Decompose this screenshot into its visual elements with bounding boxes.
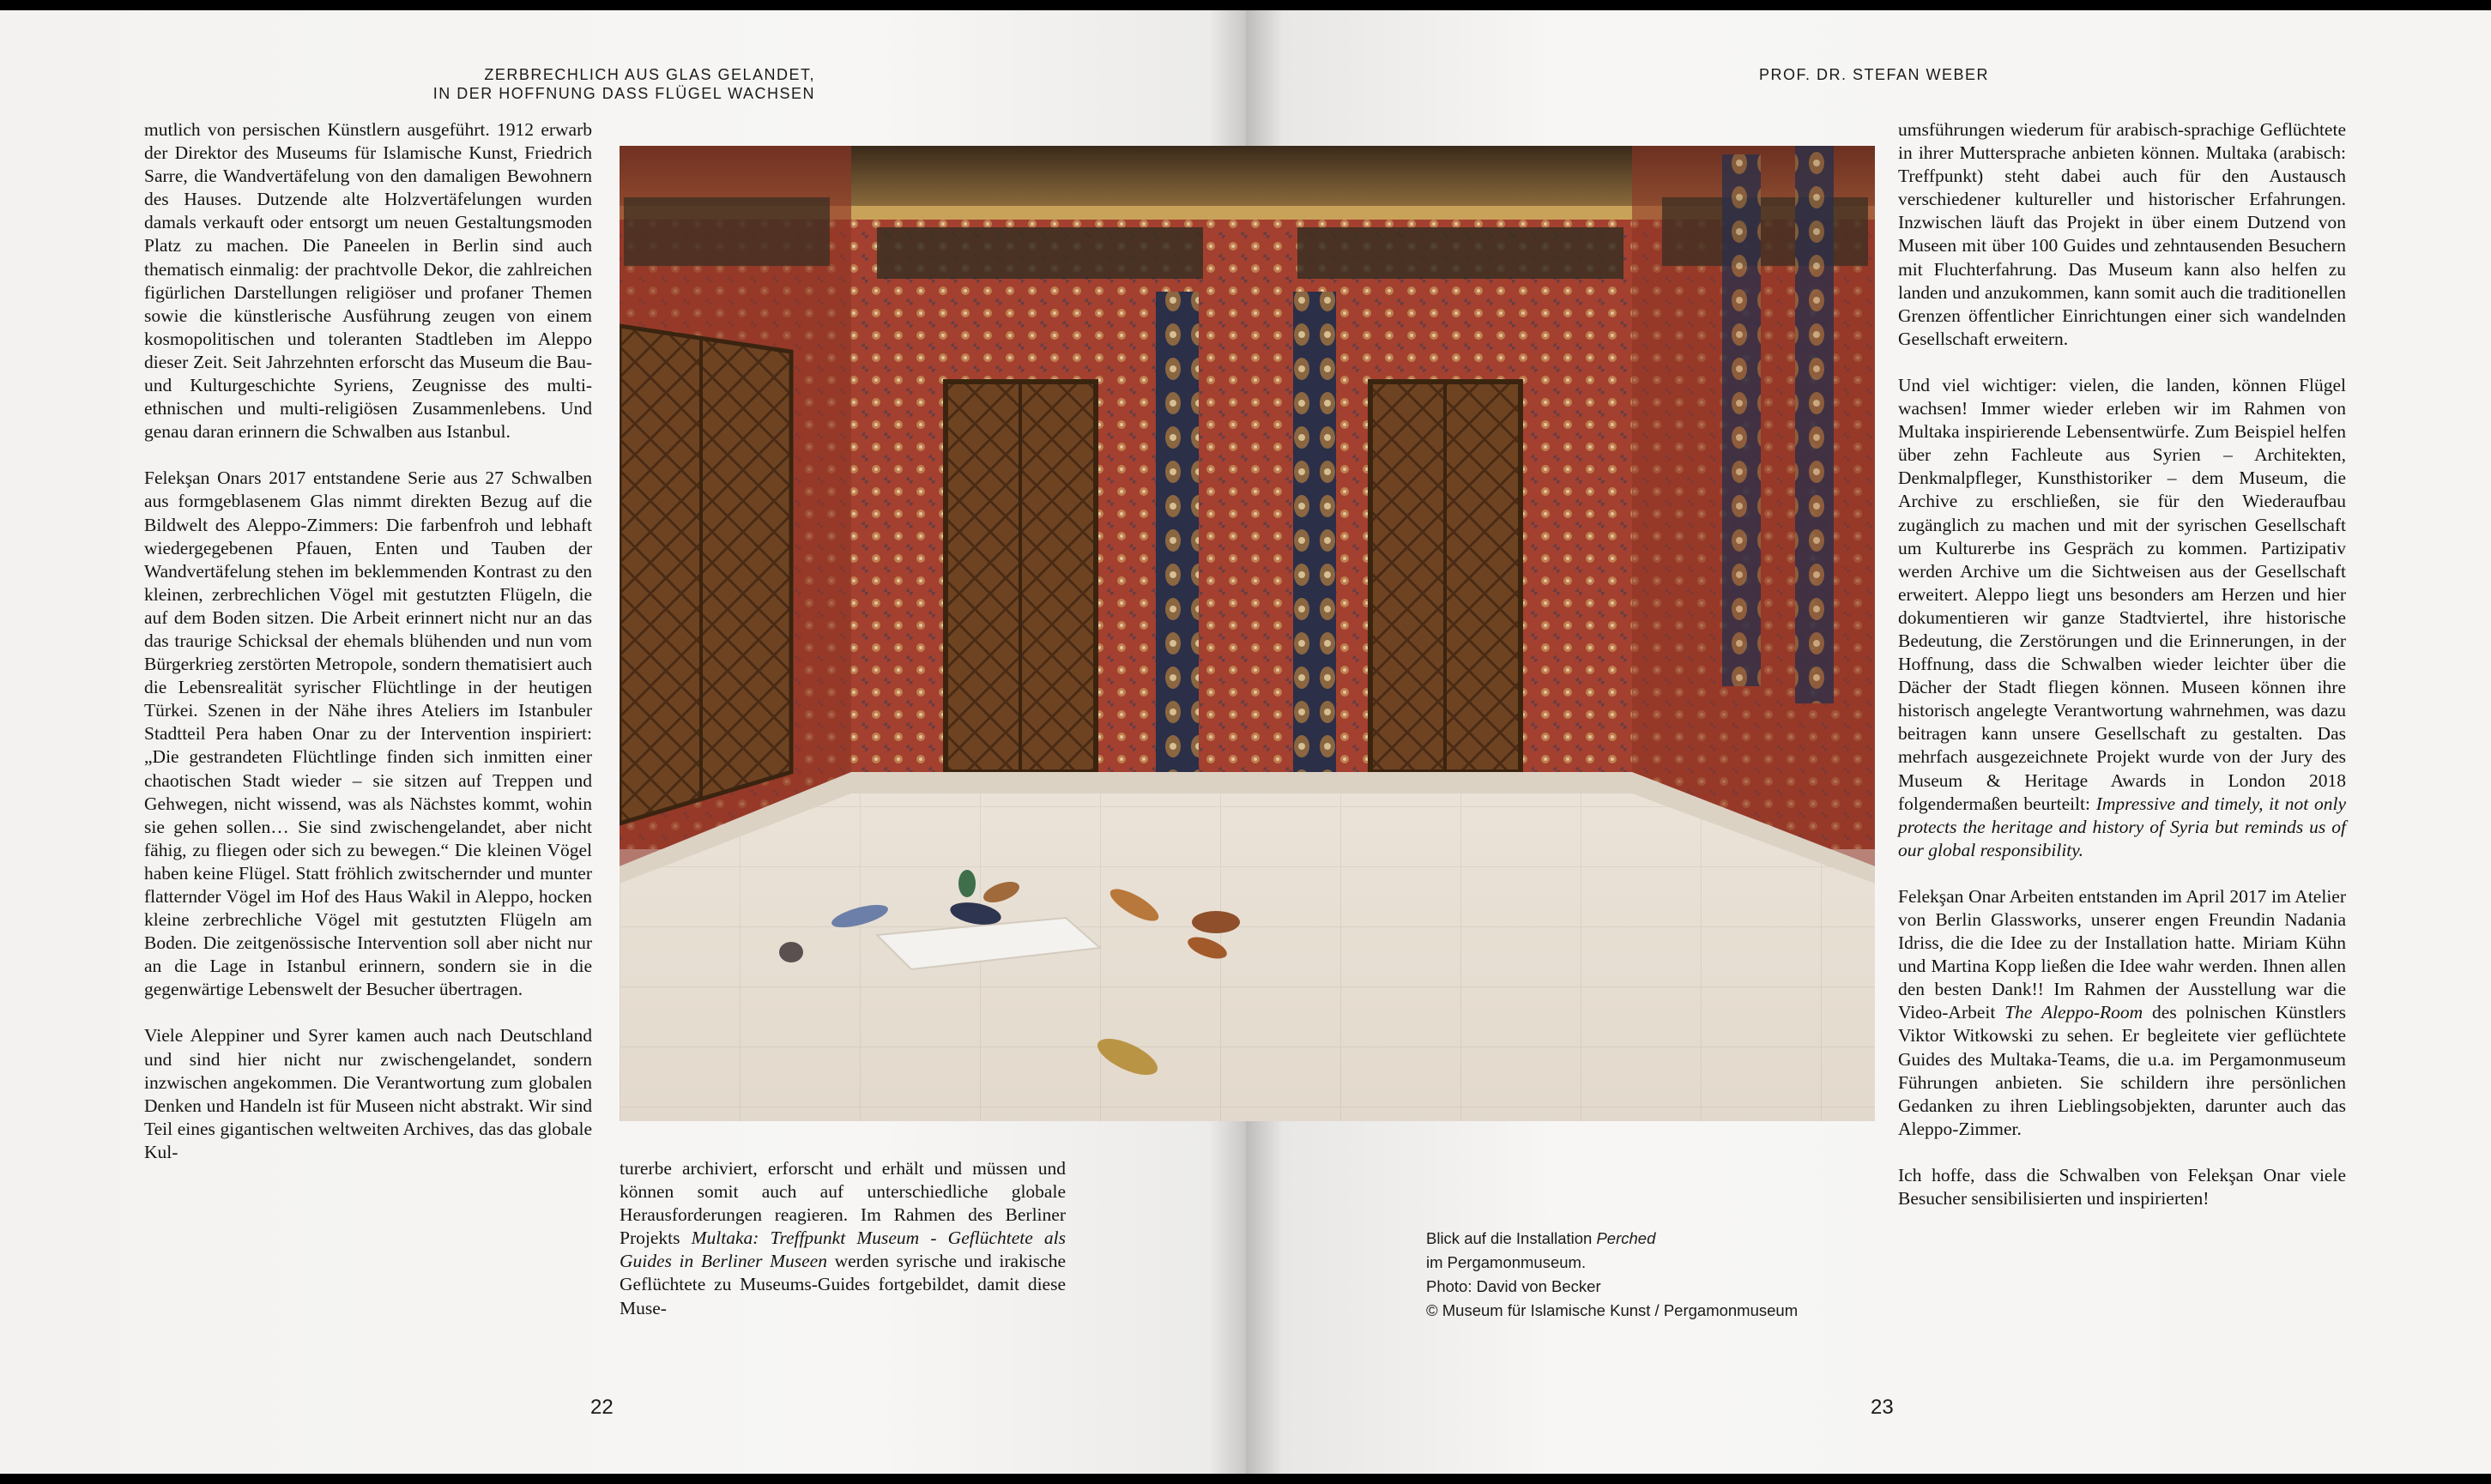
running-head-left <box>403 65 815 103</box>
project-title: Multaka: Treffpunkt Museum - Geflüchtete als Guides in Berliner Museen <box>620 1228 1067 1272</box>
jury-quote: Impressive and timely, it not only protects the heritage and history of Syria but reminds us of our global responsibility. <box>1898 793 2346 860</box>
paragraph <box>1898 374 2346 862</box>
caption-line <box>1426 1227 1798 1251</box>
page-number-left: 22 <box>590 1396 614 1419</box>
artwork-title: The Aleppo-Room <box>2004 1002 2143 1023</box>
text-run: des polnischen Künstlers Viktor Witkowski zu sehen. Er begleitete vier geflüchtete Guides des Multaka-Teams, die u.a. im Pergamonmuseum Führungen anbieten. Sie schildern ihre persönlichen Gedanken zu ihren Lieblingsobjekten, darunter auch das Aleppo-Zimmer. <box>1898 1002 2346 1139</box>
paragraph: umsführungen wiederum für arabisch-sprachige Geflüchtete in ihrer Muttersprache anbieten können. Multaka (arabisch: Treffpunkt) steht dabei auch für den Austausch verschiedener kultureller und historischer Erfahrungen. Inzwischen läuft das Projekt in über einem Dutzend von Museen mit über 100 Guides und zehntausenden Besuchern mit Fluchterfahrung. Das Museum kann also helfen zu landen und anzukommen, kann somit auch die traditionellen Grenzen öffentlicher Einrichtungen einer sich wandelnden Gesellschaft erweitern. <box>1898 119 2346 349</box>
aleppo-room-illustration <box>620 146 1875 1121</box>
paragraph <box>620 1157 1066 1320</box>
paragraph: Ich hoffe, dass die Schwalben von Felekşan Onar viele Besucher sensibilisierten und inspirierten! <box>1898 1164 2346 1210</box>
caption-line: © Museum für Islamische Kunst / Pergamonmuseum <box>1426 1301 1799 1319</box>
photo-caption <box>1426 1227 1798 1323</box>
text-run: Felekşan Onar Arbeiten entstanden im April 2017 im Atelier von Berlin Glassworks, unserer engen Freundin Nadania Idriss, die die Idee zu der Installation hatte. Miriam Kühn und Martina Kopp ließen die Idee wahr werden. Ihnen allen den besten Dank!! Im Rahmen der Ausstellung war die Video-Arbeit <box>1898 885 2346 1023</box>
caption-line: Photo: David von Becker <box>1426 1277 1601 1295</box>
text-column-3 <box>1898 118 2346 1234</box>
text-column-2 <box>620 1157 1066 1343</box>
paragraph: Felekşan Onars 2017 entstandene Serie aus 27 Schwalben aus formgeblasenem Glas nimmt direkten Bezug auf die Bildwelt des Aleppo-Zimmers: Die farbenfroh und lebhaft wiedergegebenen Pfauen, Enten und Tauben der Wandvertäfelung stehen im beklemmenden Kontrast zu den kleinen, zerbrechlichen Vögel mit gestutzten Flügeln, die auf dem Boden sitzen. Die Arbeit erinnert nicht nur an das das traurige Schicksal der ehemals blühenden und nun vom Bürgerkrieg zerstörten Metropole, sondern thematisiert auch die Lebensrealität syrischer Flüchtlinge in der heutigen Türkei. Szenen in der Nähe ihres Ateliers im Istanbuler Stadtteil Pera haben Onar zu der Intervention inspiriert: „Die gestrandeten Flüchtlinge finden sich inmitten einer chaotischen Stadt wieder – sie sitzen auf Treppen und Gehwegen, nicht wissend, was als Nächstes kommt, wohin sie gehen sollen… Sie sind zwischengelandet, aber nicht fähig, zu fliegen oder sich zu bewegen.“ Die kleinen Vögel haben keine Flügel. Statt fröhlich zwitschernder und munter flatternder Vögel im Hof des Haus Wakil in Aleppo, hocken kleine zerbrechliche Vögel mit gestutzten Flügeln am Boden. Die zeitgenössische Intervention soll aber nicht nur an die Lage in Istanbul erinnern, sondern sie in die gegenwärtige Lebenswelt der Besucher übertragen. <box>144 468 592 1000</box>
running-head-left-line2: IN DER HOFFNUNG DASS FLÜGEL WACHSEN <box>432 85 815 102</box>
paragraph: Viele Aleppiner und Syrer kamen auch nach Deutschland und sind hier nicht nur zwischengelandet, sondern inzwischen angekommen. Die Verantwortung zum globalen Denken und Handeln ist für Museen nicht abstrakt. Wir sind Teil eines gigantischen weltweiten Archives, das das globale Kul- <box>144 1025 592 1162</box>
text-run: turerbe archiviert, erforscht und erhält und müssen und können somit auch auf unterschiedliche globale Herausforderungen reagieren. Im Rahmen des Berliner Projekts <box>620 1158 1066 1249</box>
paragraph <box>1898 885 2346 1141</box>
text-run: werden syrische und irakische Geflüchtete zu Museums-Guides fortgebildet, damit diese Muse- <box>620 1251 1066 1318</box>
page-number-right: 23 <box>1871 1396 1894 1419</box>
paragraph: mutlich von persischen Künstlern ausgeführt. 1912 erwarb der Direktor des Museums für Islamische Kunst, Friedrich Sarre, die Wandvertäfelung von den damaligen Bewohnern des Hauses. Dutzende alte Holzvertäfelungen wurden damals verkauft oder entsorgt um neuen Gestaltungsmoden Platz zu machen. Die Paneelen in Berlin sind auch thematisch einmalig: der prachtvolle Dekor, die zahlreichen figürlichen Darstellungen religiöser und profaner Themen sowie die künstlerische Ausführung zeugen von einem kosmopolitischen und toleranten Stadtleben im Aleppo dieser Zeit. Seit Jahrzehnten erforscht das Museum die Bau- und Kulturgeschichte Syriens, Zeugnisse des multi-ethnischen und multi-religiösen Zusammenlebens. Und genau daran erinnern die Schwalben aus Istanbul. <box>144 119 592 443</box>
running-head-right: PROF. DR. STEFAN WEBER <box>1759 66 1990 83</box>
text-run: Und viel wichtiger: vielen, die landen, können Flügel wachsen! Immer wieder erleben wir im Rahmen von Multaka inspirierende Lebensentwürfe. Zum Beispiel helfen über zehn Fachleute aus Syrien – Architekten, Denkmalpfleger, Kunsthistoriker – dem Museum, die Archive zu erschließen, sie für den Wiederaufbau zugänglich zu machen und mit der syrischen Gesellschaft um Kulturerbe ins Gespräch zu kommen. Partizipativ werden Archive um die Sichtweisen aus der Gesellschaft erweitert. Aleppo liegt uns besonders am Herzen und hier dokumentieren wir ganze Stadtviertel, ihre historische Bedeutung, die Zerstörungen und die Erinnerungen, in der Hoffnung, dass die Schwalben wieder leichter über die Dächer der Stadt fliegen können. Museen können ihre historisch angelegte Verantwortung wahrnehmen, was dazu beitragen kann unsere Gesellschaft zu gestalten. Das mehrfach ausgezeichnete Projekt wurde von der Jury des Museum & Heritage Awards in London 2018 folgendermaßen beurteilt: <box>1898 374 2346 814</box>
caption-text: Blick auf die Installation <box>1426 1229 1597 1247</box>
magazine-spread <box>0 10 2491 1474</box>
caption-line: im Pergamonmuseum. <box>1426 1253 1587 1271</box>
aleppo-room-photo <box>620 146 1875 1121</box>
running-head-left-line1: ZERBRECHLICH AUS GLAS GELANDET, <box>484 66 815 83</box>
text-column-1 <box>144 118 592 1187</box>
caption-title: Perched <box>1596 1229 1656 1247</box>
